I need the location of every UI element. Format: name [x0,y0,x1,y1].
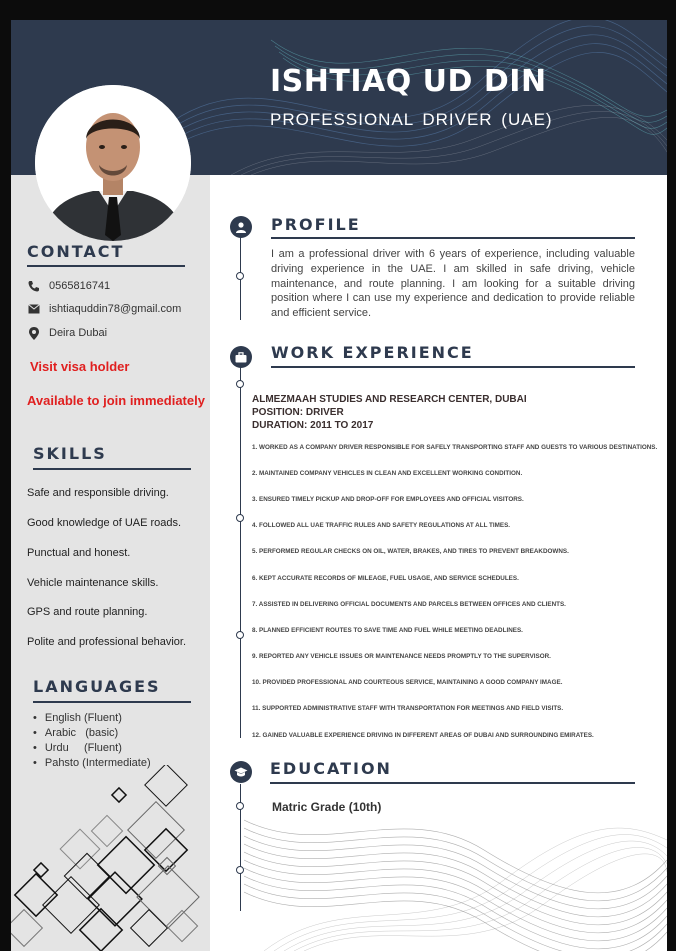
profile-person-icon [230,216,252,238]
language-item: • Pahsto (Intermediate) [33,757,151,769]
availability-status: Available to join immediately [27,393,205,408]
education-rule [270,782,635,784]
location-text: Deira Dubai [49,327,108,339]
duty-item: 12. GAINED VALUABLE EXPERIENCE DRIVING IN DIFFERENT AREAS OF DUBAI AND SURROUNDING EMIRATES. [252,732,594,739]
language-item: • Arabic (basic) [33,727,118,739]
briefcase-icon [230,346,252,368]
languages-heading: LANGUAGES [33,677,161,696]
timeline-line [240,360,241,738]
duty-item: 1. WORKED AS A COMPANY DRIVER RESPONSIBLE FOR SAFELY TRANSPORTING STAFF AND GUESTS TO VARIOUS DESTINATIONS. [252,444,658,451]
experience-rule [271,366,635,368]
education-heading: EDUCATION [270,759,392,778]
duty-item: 8. PLANNED EFFICIENT ROUTES TO SAVE TIME AND FUEL WHILE MEETING DEADLINES. [252,627,523,634]
company-name: ALMEZMAAH STUDIES AND RESEARCH CENTER, DUBAI [252,394,527,405]
duty-item: 11. SUPPORTED ADMINISTRATIVE STAFF WITH TRANSPORTATION FOR MEETINGS AND FIELD VISITS. [252,705,564,712]
email-address: ishtiaquddin78@gmail.com [49,303,182,315]
duty-item: 4. FOLLOWED ALL UAE TRAFFIC RULES AND SAFETY REGULATIONS AT ALL TIMES. [252,522,511,529]
position: POSITION: DRIVER [252,407,344,418]
visa-status: Visit visa holder [30,359,130,374]
skill-item: Punctual and honest. [27,547,131,559]
timeline-dot [236,802,244,810]
job-title: PROFESSIONAL DRIVER (UAE) [270,110,553,129]
profile-summary: I am a professional driver with 6 years of experience, including valuable driving experience in the UAE. I am skilled in safe driving, vehicle maintenance, and route planning. I am looking for a suitable driving position where I can use my experience and dedication to provide reliable and efficient service. [271,248,635,320]
contact-heading: CONTACT [27,242,125,261]
duty-item: 2. MAINTAINED COMPANY VEHICLES IN CLEAN AND EXCELLENT WORKING CONDITION. [252,470,523,477]
duty-item: 7. ASSISTED IN DELIVERING OFFICIAL DOCUMENTS AND PARCELS BETWEEN OFFICES AND CLIENTS. [252,601,566,608]
contact-phone [27,279,110,293]
skills-heading: SKILLS [33,444,107,463]
experience-heading: WORK EXPERIENCE [271,343,474,362]
profile-rule [271,237,635,239]
duration: DURATION: 2011 TO 2017 [252,420,374,431]
language-item: • English (Fluent) [33,712,122,724]
skill-item: Polite and professional behavior. [27,636,186,648]
timeline-dot [236,380,244,388]
phone-number: 0565816741 [49,280,111,292]
resume-page [11,20,667,951]
skill-item: Vehicle maintenance skills. [27,577,159,589]
duty-item: 10. PROVIDED PROFESSIONAL AND COURTEOUS SERVICE, MAINTAINING A GOOD COMPANY IMAGE. [252,679,563,686]
language-item: • Urdu (Fluent) [33,742,122,754]
duty-item: 3. ENSURED TIMELY PICKUP AND DROP-OFF FOR EMPLOYEES AND OFFICIAL VISITORS. [252,496,524,503]
timeline-dot [236,272,244,280]
skills-rule [33,468,191,470]
languages-rule [33,701,191,703]
duty-item: 6. KEPT ACCURATE RECORDS OF MILEAGE, FUEL USAGE, AND SERVICE SCHEDULES. [252,575,519,582]
candidate-name: ISHTIAQ UD DIN [270,64,547,99]
skill-item: GPS and route planning. [27,606,148,618]
phone-icon [27,279,41,293]
profile-photo [35,85,191,241]
duty-item: 9. REPORTED ANY VEHICLE ISSUES OR MAINTENANCE NEEDS PROMPTLY TO THE SUPERVISOR. [252,653,551,660]
location-pin-icon [27,326,41,340]
profile-heading: PROFILE [271,215,361,234]
diamond-pattern-decoration [11,765,210,951]
contact-rule [27,265,185,267]
timeline-dot [236,866,244,874]
contact-location [27,326,107,340]
skill-item: Good knowledge of UAE roads. [27,517,182,529]
education-item: Matric Grade (10th) [272,800,382,814]
timeline-dot [236,514,244,522]
sidebar [11,175,210,951]
bottom-wave-decoration [244,800,667,951]
graduation-cap-icon [230,761,252,783]
skill-item: Safe and responsible driving. [27,487,169,499]
timeline-dot [236,631,244,639]
contact-email [27,302,181,316]
mail-icon [27,302,41,316]
duty-item: 5. PERFORMED REGULAR CHECKS ON OIL, WATER, BRAKES, AND TIRES TO PREVENT BREAKDOWNS. [252,548,569,555]
